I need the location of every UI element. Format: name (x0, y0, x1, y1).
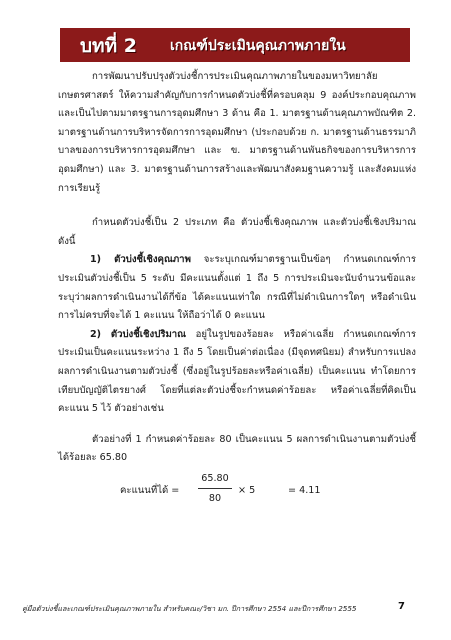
formula-fraction (198, 470, 232, 507)
page-footer: คู่มือตัวบ่งชี้และเกณฑ์ประเมินคุณภาพภายใน สำหรับคณะ/วิชา มก. ปีการศึกษา 2554 และปีการศึกษา 2555 (22, 604, 357, 613)
quantitative-indicator-text: อยู่ในรูปของร้อยละ หรือค่าเฉลี่ย กำหนดเกณฑ์การประเมินเป็นคะแนนระหว่าง 1 ถึง 5 โดยเป็นค่าต่อเนื่อง (มีจุดทศนิยม) สำหรับการแปลงผลการดำเนินงานตามตัวบ่งชี้ (ซึ่งอยู่ในรูปร้อยละหรือค่าเฉลี่ย) เป็นคะแนน ทำโดยการเทียบบัญญัติไตรยางศ์ โดยที่แต่ละตัวบ่งชี้จะกำหนดค่าร้อยละ หรือค่าเฉลี่ยที่คิดเป็นคะแนน 5 ไว้ ตัวอย่างเช่น (58, 328, 416, 415)
chapter-number: บทที่ 2 (80, 35, 137, 57)
formula-lhs: คะแนนที่ได้ = (120, 484, 180, 496)
page-number: 7 (398, 601, 405, 612)
qualitative-indicator-heading: 1) ตัวบ่งชี้เชิงคุณภาพ (90, 254, 191, 266)
formula-result: = 4.11 (288, 484, 321, 496)
document-body (58, 68, 416, 516)
example-paragraph: ตัวอย่างที่ 1 กำหนดค่าร้อยละ 80 เป็นคะแนน 5 ผลการดำเนินงานตามตัวบ่งชี้ได้ร้อยละ 65.80 (58, 433, 416, 464)
quantitative-indicator-heading: 2) ตัวบ่งชี้เชิงปริมาณ (90, 328, 187, 340)
formula-multiplier: × 5 (238, 484, 256, 496)
formula-numerator: 65.80 (201, 472, 229, 484)
quantitative-indicator-paragraph (58, 326, 416, 419)
fraction-bar (198, 488, 232, 489)
formula-denominator: 80 (208, 492, 222, 504)
indicator-types-paragraph: กำหนดตัวบ่งชี้เป็น 2 ประเภท คือ ตัวบ่งชี้เชิงคุณภาพ และตัวบ่งชี้เชิงปริมาณ ดังนี้ (58, 217, 416, 247)
qualitative-indicator-text: จะระบุเกณฑ์มาตรฐานเป็นข้อๆ กำหนดเกณฑ์การประเมินตัวบ่งชี้เป็น 5 ระดับ มีคะแนนตั้งแต่ 1 ถึง 5 การประเมินจะนับจำนวนข้อและระบุว่าผลการดำเนินงานได้กี่ข้อ ได้คะแนนเท่าใด กรณีที่ไม่ดำเนินการใดๆ หรือดำเนินการไม่ครบที่จะได้ 1 คะแนน ให้ถือว่าได้ 0 คะแนน (58, 254, 416, 322)
chapter-title: เกณฑ์ประเมินคุณภาพภายใน (170, 38, 346, 54)
intro-paragraph: การพัฒนาปรับปรุงตัวบ่งชี้การประเมินคุณภาพภายในของมหาวิทยาลัยเกษตรศาสตร์ ให้ความสำคัญกับการกำหนดตัวบ่งชี้ที่ครอบคลุม 9 องค์ประกอบคุณภาพ และเป็นไปตามมาตรฐานการอุดมศึกษา 3 ด้าน คือ 1. มาตรฐานด้านคุณภาพบัณฑิต 2. มาตรฐานด้านการบริหารจัดการการอุดมศึกษา (ประกอบด้วย ก. มาตรฐานด้านธรรมาภิบาลของการบริหารการอุดมศึกษา และ ข. มาตรฐานด้านพันธกิจของการบริหารการอุดมศึกษา) และ 3. มาตรฐานด้านการสร้างและพัฒนาสังคมฐานความรู้ และสังคมแห่งการเรียนรู้ (58, 71, 416, 194)
qualitative-indicator-paragraph (58, 251, 416, 325)
score-formula (58, 470, 416, 516)
